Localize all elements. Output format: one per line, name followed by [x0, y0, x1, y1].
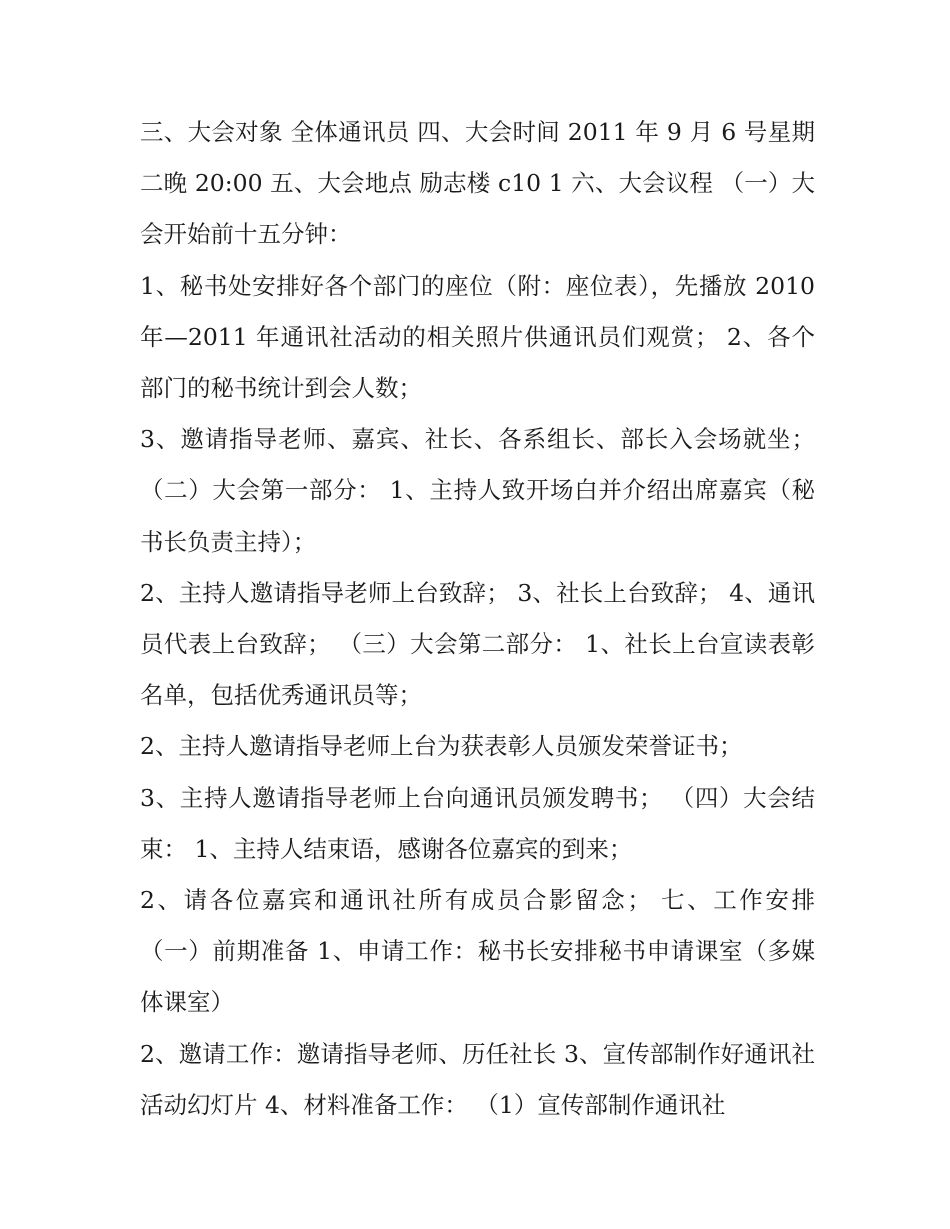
paragraph-second-part-certificates: 2、主持人邀请指导老师上台为获表彰人员颁发荣誉证书； — [140, 732, 743, 761]
paragraph-group-photo: 2、请各位嘉宾和通讯社所有成员合影留念； 七、工作安排 （一）前期准备 1、申请工作：秘书长安排秘书申请课室（多媒体课室） — [140, 886, 815, 1017]
paragraph-appointment-letters: 3、主持人邀请指导老师上台向通讯员颁发聘书； （四）大会结束： 1、主持人结束语，感谢各位嘉宾的到来； — [140, 783, 815, 863]
paragraph-meeting-info: 三、大会对象 全体通讯员 四、大会时间 2011 年 9 月 6 号星期二晚 20:00 五、大会地点 励志楼 c10 1 六、大会议程 （一）大会开始前十五分钟： — [140, 118, 815, 249]
paragraph-invitation-work: 2、邀请工作：邀请指导老师、历任社长 3、宣传部制作好通讯社活动幻灯片 4、材料准备工作： （1）宣传部制作通讯社 — [140, 1039, 815, 1119]
paragraph-agenda-step-1: 1、秘书处安排好各个部门的座位（附：座位表），先播放 2010 年—2011 年通讯社活动的相关照片供通讯员们观赏； 2、各个部门的秘书统计到会人数； — [140, 271, 815, 403]
paragraph-first-part: 2、主持人邀请指导老师上台致辞； 3、社长上台致辞； 4、通讯员代表上台致辞； （三）大会第二部分： 1、社长上台宣读表彰名单，包括优秀通讯员等； — [140, 578, 815, 710]
paragraph-agenda-step-3: 3、邀请指导老师、嘉宾、社长、各系组长、部长入会场就坐； （二）大会第一部分： 1、主持人致开场白并介绍出席嘉宾（秘书长负责主持）； — [140, 425, 815, 556]
document-body — [140, 107, 815, 1131]
